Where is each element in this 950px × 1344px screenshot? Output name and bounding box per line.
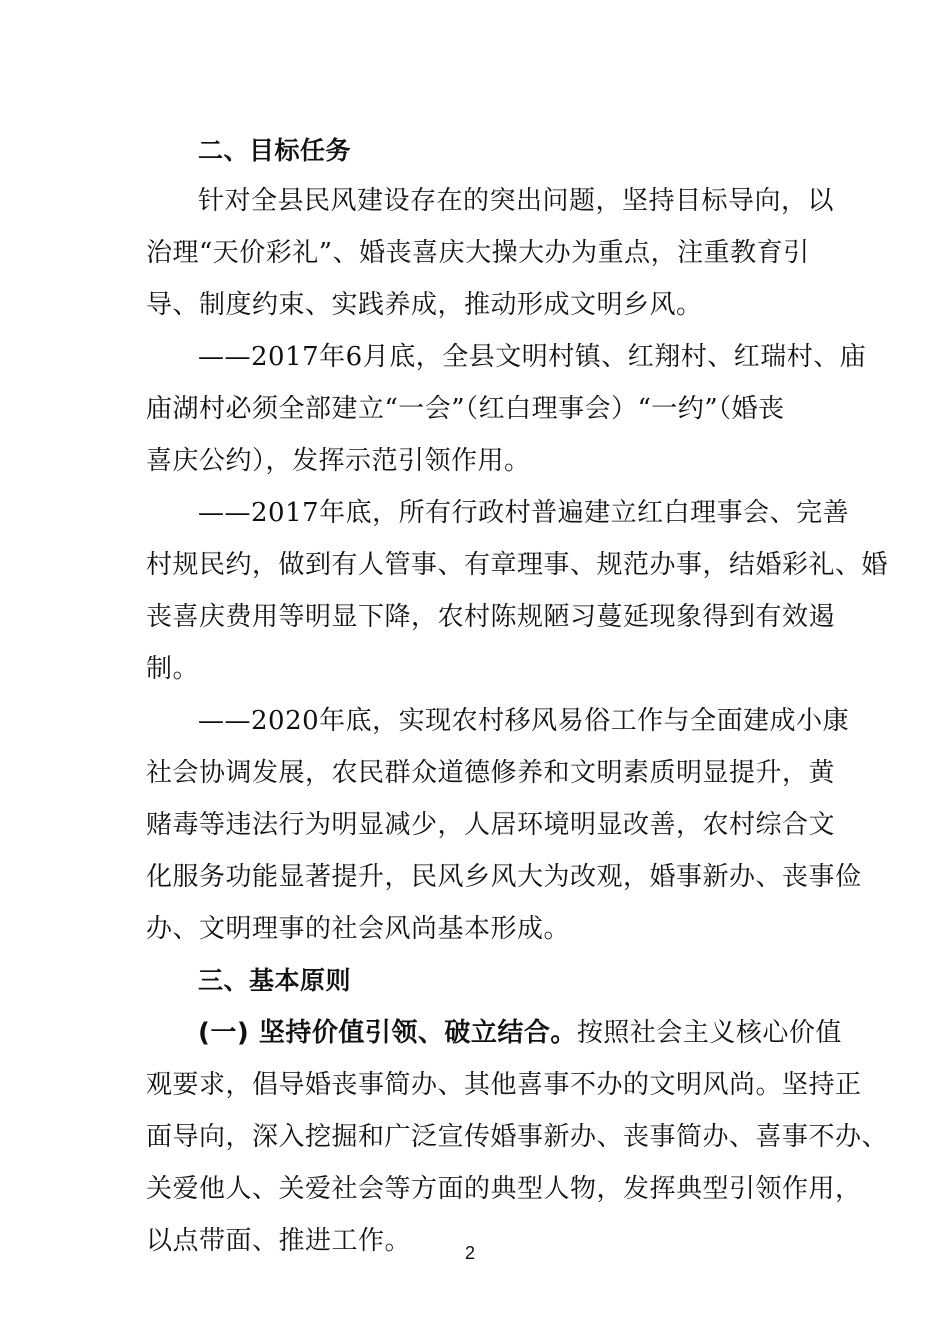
paragraph-line: 治理“天价彩礼”、婚丧喜庆大操大办为重点，注重教育引 <box>146 238 810 268</box>
paragraph-line: 办、文明理事的社会风尚基本形成。 <box>146 914 571 944</box>
principle-title: (一) 坚持价值引领、破立结合。 <box>198 1018 577 1048</box>
paragraph-line: 喜庆公约），发挥示范引领作用。 <box>146 446 531 476</box>
paragraph-line: 村规民约，做到有人管事、有章理事、规范办事，结婚彩礼、婚 <box>146 550 889 580</box>
paragraph-line: ——2017年底，所有行政村普遍建立红白理事会、完善 <box>198 498 850 528</box>
page-number: 2 <box>465 1243 476 1263</box>
paragraph-line: 制。 <box>146 654 200 684</box>
section-heading-goals: 二、目标任务 <box>198 136 352 165</box>
paragraph-line: 丧喜庆费用等明显下降，农村陈规陋习蔓延现象得到有效遏 <box>146 602 836 632</box>
section-heading-principles: 三、基本原则 <box>198 966 352 995</box>
paragraph-line: 针对全县民风建设存在的突出问题，坚持目标导向，以 <box>198 186 835 216</box>
paragraph-line: ——2020年底，实现农村移风易俗工作与全面建成小康 <box>198 706 850 736</box>
paragraph-line: 赌毒等违法行为明显减少，人居环境明显改善，农村综合文 <box>146 810 836 840</box>
principle-text: 按照社会主义核心价值 <box>576 1018 842 1048</box>
paragraph-line: 关爱他人、关爱社会等方面的典型人物，发挥典型引领作用， <box>146 1174 862 1204</box>
paragraph-line: 社会协调发展，农民群众道德修养和文明素质明显提升，黄 <box>146 758 836 788</box>
paragraph-line: 庙湖村必须全部建立“一会”（红白理事会）“一约”（婚丧 <box>146 394 785 424</box>
paragraph-line: 观要求，倡导婚丧事简办、其他喜事不办的文明风尚。坚持正 <box>146 1070 862 1100</box>
principle-first-line <box>198 1016 842 1050</box>
paragraph-line: 以点带面、推进工作。 <box>146 1226 412 1256</box>
paragraph-line: 面导向，深入挖掘和广泛宣传婚事新办、丧事简办、喜事不办、 <box>146 1122 889 1152</box>
paragraph-line: ——2017年6月底，全县文明村镇、红翔村、红瑞村、庙 <box>198 342 867 372</box>
paragraph-line: 化服务功能显著提升，民风乡风大为改观，婚事新办、丧事俭 <box>146 862 862 892</box>
paragraph-line: 导、制度约束、实践养成，推动形成文明乡风。 <box>146 290 703 320</box>
